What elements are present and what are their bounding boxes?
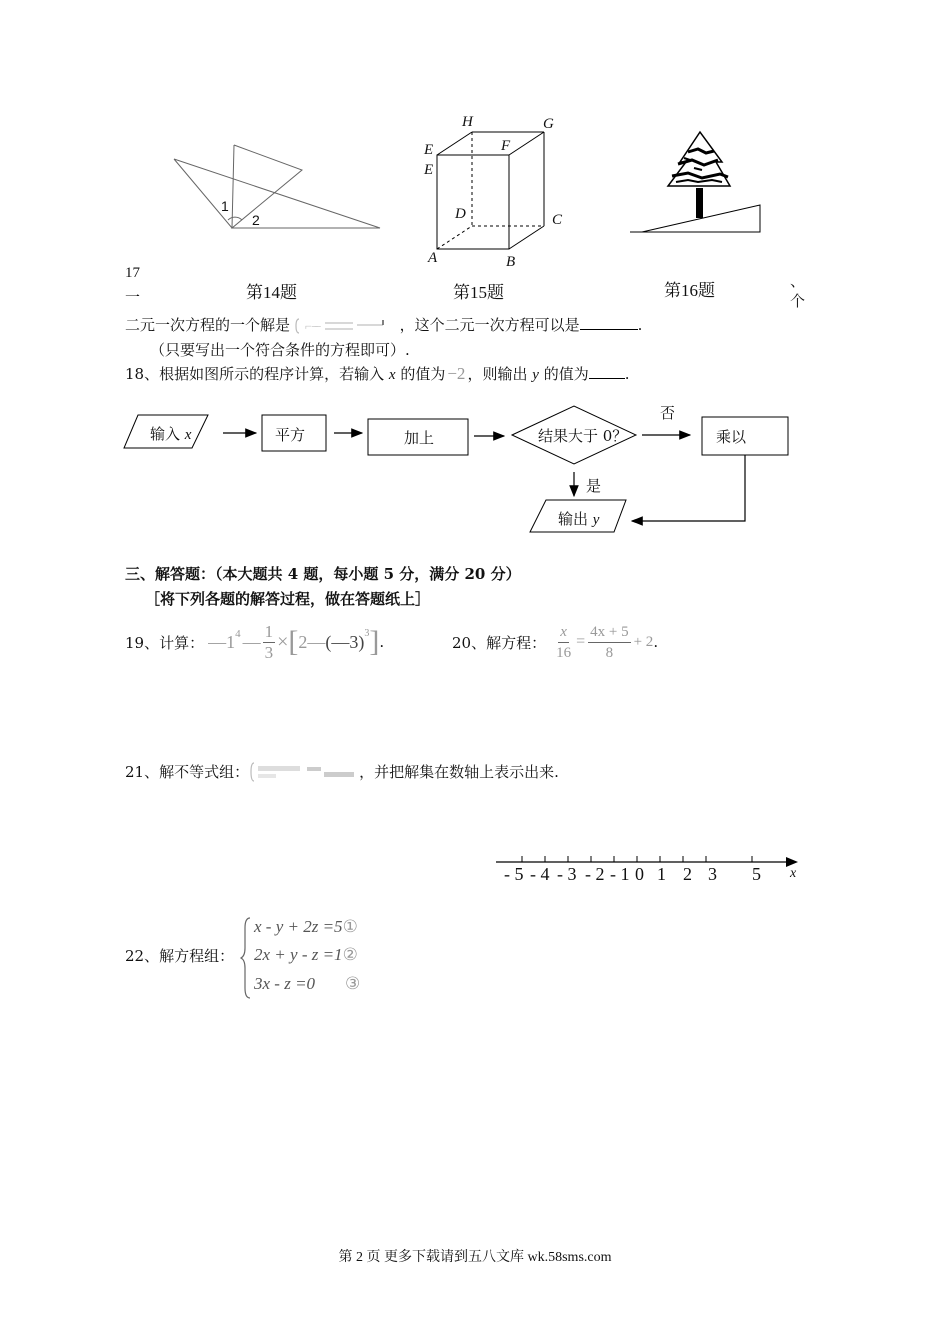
flow-input-var: x — [184, 427, 192, 443]
q17-line1-suffix: ，这个二元一次方程可以是 — [399, 316, 580, 334]
q19-label: 19、计算： — [125, 633, 205, 652]
vertex-e-label-2: E — [424, 162, 434, 178]
q17-answer-blank[interactable] — [580, 315, 638, 330]
section3-note: ［将下列各题的解答过程，做在答题纸上］ — [145, 590, 431, 608]
q22-eq1 — [254, 917, 358, 937]
vertex-c-label: C — [552, 212, 563, 228]
figure-15-cube — [430, 125, 563, 260]
q19-minus2: — — [242, 631, 261, 652]
section3-title: 三、解答题：（本大题共 4 题，每小题 5 分，满分 20 分） — [125, 565, 521, 583]
vertex-d-label: D — [455, 206, 466, 222]
q19-frac-num: 1 — [264, 621, 274, 641]
q21-inequality-placeholder — [249, 762, 359, 782]
flow-yes-label: 是 — [586, 477, 602, 495]
q19-minus3: — — [307, 631, 326, 652]
q19-two: 2 — [298, 631, 308, 652]
number-line-axis-var: x — [790, 866, 797, 881]
q22-eq3-mark: ③ — [345, 974, 361, 993]
flow-square-label: 平方 — [275, 426, 306, 444]
number-line-label-1: 1 — [657, 864, 666, 884]
q17-comma: 、 — [790, 272, 806, 290]
q20-rhs-fraction — [588, 622, 630, 663]
q20-lhs-num: x — [558, 622, 569, 643]
q17-line2: （只要写出一个符合条件的方程即可）. — [150, 341, 410, 359]
flow-input-text: 输入 — [150, 425, 181, 443]
flow-no-label: 否 — [660, 404, 676, 422]
q18-mid3: 的值为 — [543, 365, 589, 383]
q20-end: . — [653, 633, 659, 651]
q18-flowchart — [120, 400, 800, 540]
number-line-label-neg3: - 3 — [557, 864, 577, 884]
q19-one: 1 — [226, 631, 236, 652]
q19-frac-den: 3 — [264, 642, 274, 662]
vertex-a-label: A — [428, 250, 438, 266]
vertex-h-label: H — [462, 114, 473, 130]
figure-16-caption: 第16题 — [664, 281, 715, 300]
q18-mid2: ，则输出 — [467, 365, 528, 383]
number-line-label-neg4: - 4 — [530, 864, 550, 884]
q18-answer-blank[interactable] — [589, 364, 625, 379]
flow-output-text: 输出 — [558, 510, 589, 528]
page-footer: 第 2 页 更多下载请到五八文库 wk.58sms.com — [338, 1250, 612, 1265]
vertex-e-label: E — [424, 142, 434, 158]
q19-bracket-open: [ — [288, 625, 299, 658]
number-line-label-neg5: - 5 — [504, 864, 524, 884]
q18-value: −2 — [447, 364, 466, 383]
q22-eq1-mark: ① — [342, 917, 358, 936]
number-line-label-2: 2 — [683, 864, 692, 884]
q22-eq2-mark: ② — [342, 945, 358, 964]
figure-16-tree-slope — [628, 128, 764, 238]
q17-line1 — [125, 314, 642, 335]
q22-eq2-text: 2x + y - z =1 — [254, 945, 343, 964]
q20-plus: + 2 — [633, 633, 654, 650]
vertex-f-label: F — [501, 138, 511, 154]
q19-exp3: 3 — [364, 628, 370, 639]
svg-text:⌐ ̶ ̶: ⌐ ̶ ̶ — [304, 319, 318, 333]
number-line-label-neg2: - 2 — [585, 864, 605, 884]
q20-lhs-den: 16 — [556, 644, 572, 661]
flow-multiply-label: 乘以 — [716, 428, 747, 446]
q22-eq3 — [254, 974, 360, 994]
vertex-g-label: G — [543, 116, 554, 132]
number-line-label-0: 0 — [635, 864, 644, 884]
q19-minus: — — [208, 631, 227, 652]
number-line-label-5: 5 — [752, 864, 761, 884]
flow-add-label: 加上 — [404, 429, 435, 447]
number-line-label-3: 3 — [708, 864, 717, 884]
q21 — [125, 761, 559, 782]
q20 — [452, 620, 658, 664]
q18-var-x: x — [388, 367, 396, 383]
vertex-b-label: B — [506, 254, 516, 270]
flow-output-var: y — [592, 512, 600, 528]
q19 — [125, 620, 384, 664]
q20-lhs-fraction — [554, 622, 573, 663]
flow-output-label — [558, 508, 599, 529]
q22-brace — [240, 916, 254, 1000]
q18-var-y: y — [532, 367, 539, 383]
q17-ge: 个 — [790, 292, 806, 310]
q21-label: 21、解不等式组： — [125, 763, 250, 781]
angle-2-label: 2 — [252, 212, 260, 228]
q20-label: 20、解方程： — [452, 633, 547, 652]
q18-prefix: 18、根据如图所示的程序计算，若输入 — [125, 365, 385, 383]
q17-number: 17 — [125, 265, 140, 281]
q18-end: . — [624, 365, 630, 383]
q17-dash: 一 — [125, 288, 141, 306]
q17-solution-placeholder — [295, 317, 395, 335]
q20-rhs-den: 8 — [605, 644, 614, 661]
figure-14-triangles — [170, 140, 390, 240]
q20-rhs-num: 4x + 5 — [588, 622, 630, 643]
angle-1-label: 1 — [221, 198, 229, 214]
number-line-label-neg1: - 1 — [610, 864, 630, 884]
flow-input-label — [150, 423, 191, 444]
q19-times: × — [277, 630, 289, 653]
q18-mid: 的值为 — [400, 365, 446, 383]
q20-eq: = — [576, 633, 586, 650]
q21-suffix: ，并把解集在数轴上表示出来. — [359, 763, 559, 781]
figure-14-caption: 第14题 — [246, 283, 297, 302]
q22-label: 22、解方程组： — [125, 947, 235, 965]
q19-end: . — [379, 633, 385, 651]
q22-eq2 — [254, 945, 358, 965]
q19-paren: (—3) — [325, 631, 365, 652]
q17-line1-prefix: 二元一次方程的一个解是 — [125, 316, 291, 334]
flow-decision-label: 结果大于 0？ — [538, 427, 628, 445]
q19-bracket-close: ] — [369, 625, 380, 658]
figure-15-caption: 第15题 — [453, 283, 504, 302]
q17-line1-end: . — [637, 316, 643, 334]
q22-eq1-text: x - y + 2z =5 — [254, 917, 343, 936]
q18-text — [125, 363, 629, 384]
q19-exp4: 4 — [235, 628, 241, 640]
q22-eq3-text: 3x - z =0 — [254, 974, 316, 993]
q19-fraction — [263, 622, 276, 663]
